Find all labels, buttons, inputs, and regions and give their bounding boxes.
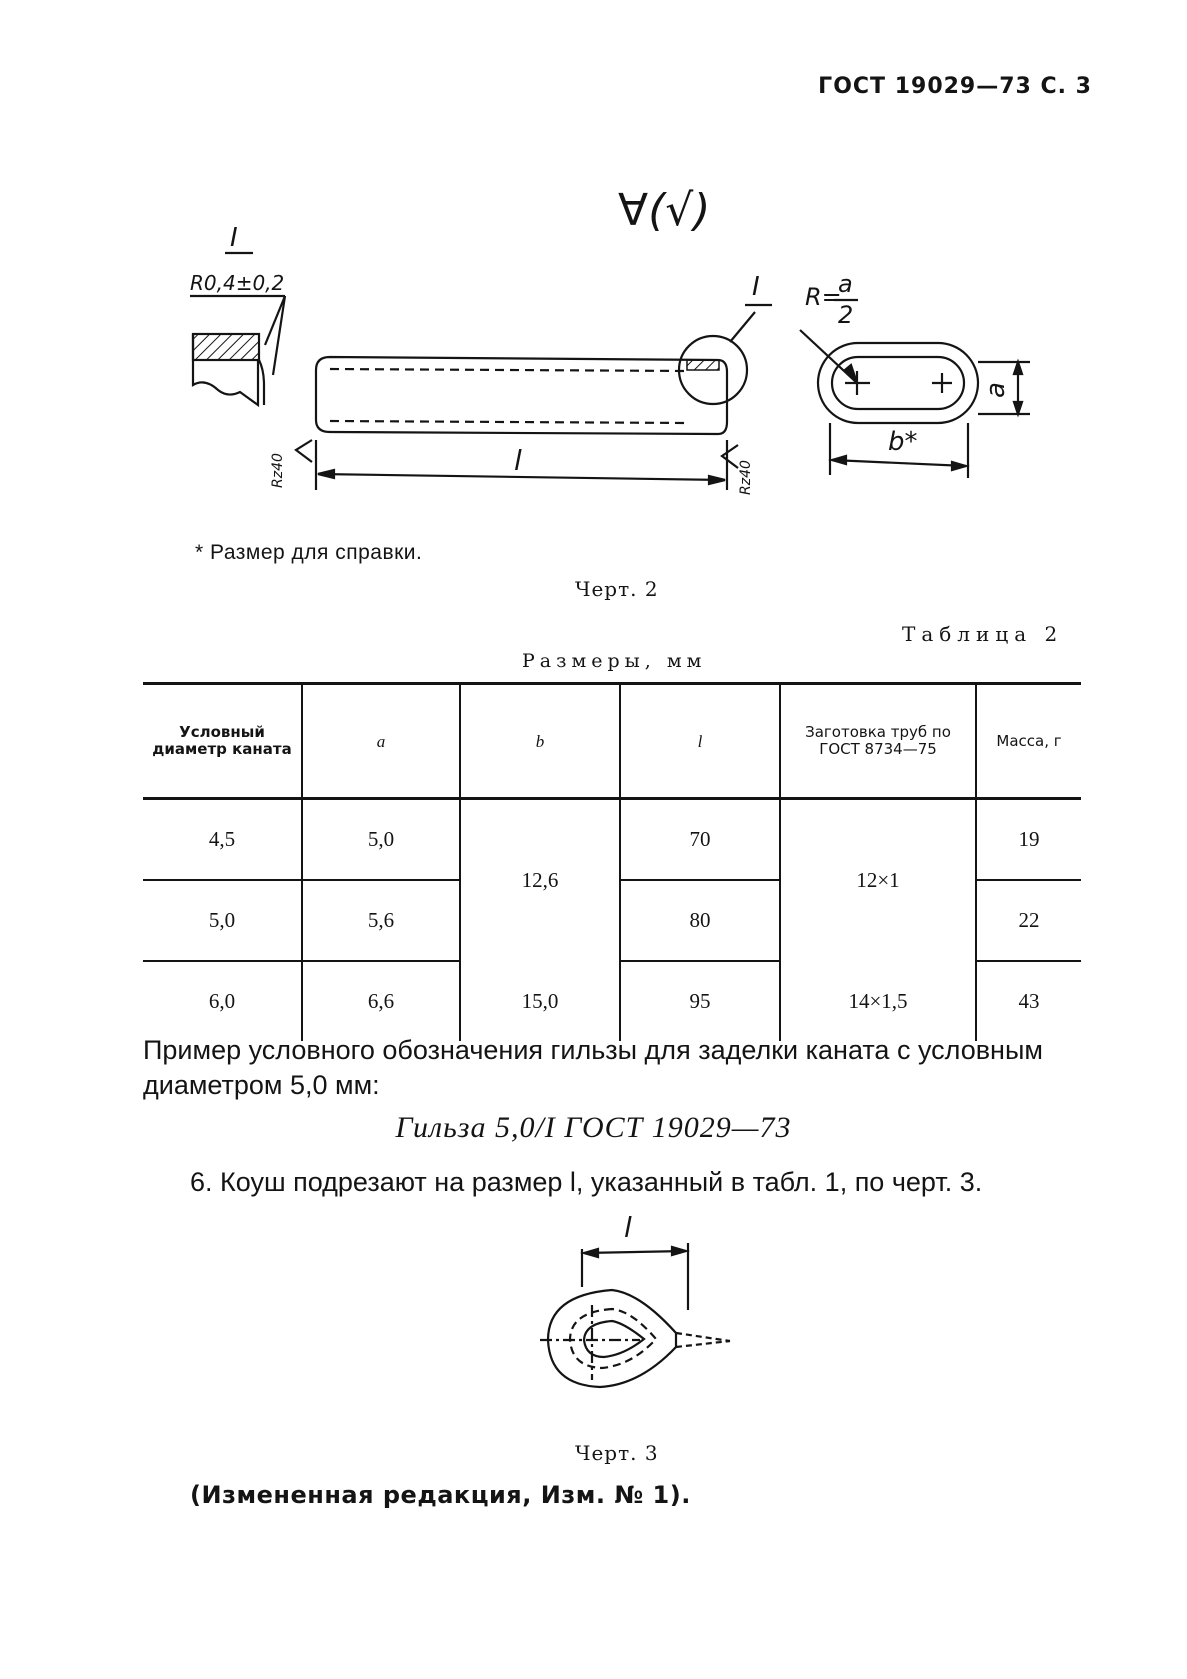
cell-b: 12,6 bbox=[460, 799, 620, 962]
cell-a: 5,6 bbox=[302, 880, 460, 961]
cell-l: 70 bbox=[620, 799, 780, 881]
table-header-row bbox=[143, 684, 1081, 799]
col-header-nominal-diameter: Условный диаметр каната bbox=[143, 684, 302, 799]
edit-note: (Измененная редакция, Изм. № 1). bbox=[190, 1481, 691, 1509]
figure-3-caption: Черт. 3 bbox=[575, 1441, 659, 1465]
drawing-3 bbox=[520, 1215, 750, 1395]
dim-b-label: b* bbox=[888, 427, 918, 457]
col-header-a: a bbox=[302, 684, 460, 799]
cell-b: 15,0 bbox=[460, 961, 620, 1041]
example-intro-paragraph: Пример условного обозначения гильзы для заделки каната с условным диаметром 5,0 мм: bbox=[143, 1035, 1043, 1100]
dim-a-label: a bbox=[981, 382, 1011, 398]
cell-l: 80 bbox=[620, 880, 780, 961]
table-row bbox=[143, 799, 1081, 881]
figure-2-caption: Черт. 2 bbox=[575, 577, 659, 601]
radius-label: R= bbox=[805, 283, 842, 311]
dim-l-label-fig3: l bbox=[624, 1215, 632, 1244]
cell-mass: 22 bbox=[976, 880, 1081, 961]
page-header: ГОСТ 19029—73 С. 3 bbox=[818, 74, 1092, 99]
cell-diameter: 5,0 bbox=[143, 880, 302, 961]
cell-diameter: 6,0 bbox=[208, 989, 236, 1013]
cell-tube-blank: 12×1 bbox=[780, 799, 976, 962]
cell-a: 5,0 bbox=[302, 799, 460, 881]
roughness-right-label: Rz40 bbox=[738, 460, 754, 495]
tube-detail-label: I bbox=[752, 272, 760, 302]
col-header-mass: Масса, г bbox=[976, 684, 1081, 799]
cell-tube-blank: 14×1,5 bbox=[780, 961, 976, 1041]
cell-diameter: 4,5 bbox=[143, 799, 302, 881]
col-header-l: l bbox=[620, 684, 780, 799]
col-header-tube-blank: Заготовка труб по ГОСТ 8734—75 bbox=[780, 684, 976, 799]
example-designation: Гильза 5,0/I ГОСТ 19029—73 bbox=[395, 1111, 792, 1144]
cell-a: 6,6 bbox=[302, 961, 460, 1041]
detail-radius-label: R0,4±0,2 bbox=[190, 271, 285, 295]
roughness-mark: ∀(√) bbox=[618, 185, 711, 236]
item-6-paragraph: 6. Коуш подрезают на размер l, указанный в табл. 1, по черт. 3. bbox=[190, 1167, 983, 1197]
cell-mass: 43 bbox=[976, 961, 1081, 1041]
table-row bbox=[143, 961, 1081, 1041]
dim-l-label: l bbox=[514, 444, 522, 477]
footnote: * Размер для справки. bbox=[195, 541, 423, 564]
drawing-2 bbox=[0, 0, 1187, 520]
cell-mass: 19 bbox=[976, 799, 1081, 881]
roughness-left-label: Rz40 bbox=[270, 453, 286, 488]
detail-label: I bbox=[230, 223, 238, 253]
table-2-caption: Таблица 2 bbox=[902, 622, 1064, 646]
radius-denominator: 2 bbox=[838, 301, 854, 329]
cell-l: 95 bbox=[620, 961, 780, 1041]
table-units: Размеры, мм bbox=[522, 650, 707, 672]
radius-numerator: a bbox=[838, 270, 853, 298]
col-header-b: b bbox=[460, 684, 620, 799]
dimensions-table bbox=[143, 682, 1081, 1041]
